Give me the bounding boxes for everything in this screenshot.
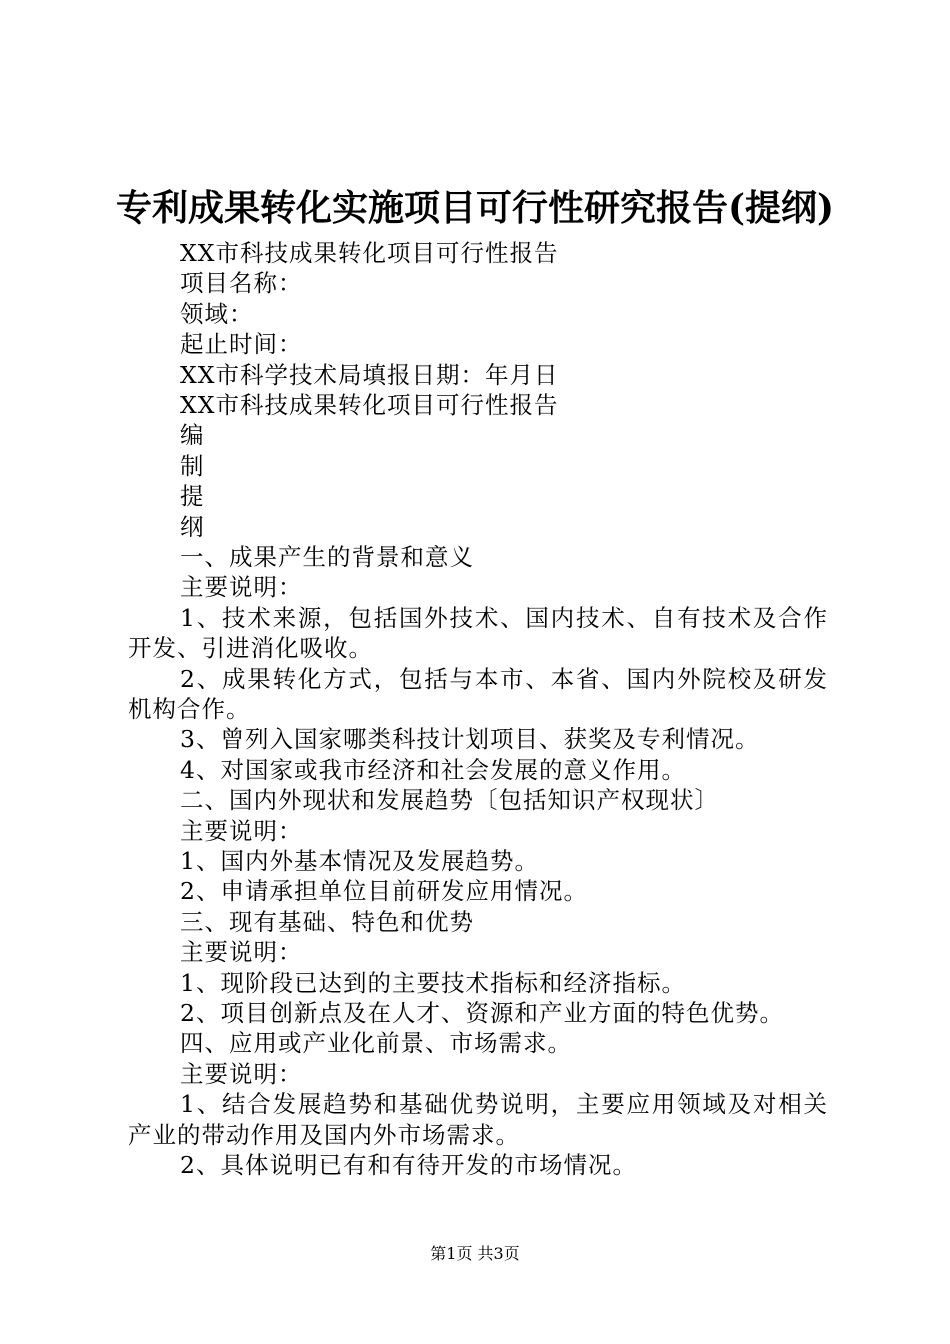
outline-char: 提 (180, 482, 205, 511)
project-name-label: 项目名称： (180, 269, 303, 298)
section-item: 2、具体说明已有和有待开发的市场情况。 (180, 1150, 637, 1179)
period-label: 起止时间： (180, 330, 303, 359)
outline-char: 纲 (180, 512, 205, 541)
section-heading: 二、国内外现状和发展趋势〔包括知识产权现状〕 (180, 786, 719, 815)
section-item: 1、结合发展趋势和基础优势说明，主要应用领域及对相关产业的带动作用及国内外市场需求。 (128, 1090, 828, 1149)
section-heading: 四、应用或产业化前景、市场需求。 (180, 1029, 572, 1058)
section-heading: 一、成果产生的背景和意义 (180, 542, 474, 571)
outline-char: 编 (180, 421, 205, 450)
field-label: 领域： (180, 299, 254, 328)
section-item: 1、技术来源，包括国外技术、国内技术、自有技术及合作开发、引进消化吸收。 (128, 603, 828, 663)
section-item: 2、成果转化方式，包括与本市、本省、国内外院校及研发机构合作。 (128, 664, 828, 723)
section-item: 2、项目创新点及在人才、资源和产业方面的特色优势。 (180, 998, 784, 1027)
document-title: 专利成果转化实施项目可行性研究报告(提纲) (115, 187, 835, 229)
outline-char: 制 (180, 451, 205, 480)
section-item: 1、国内外基本情况及发展趋势。 (180, 846, 539, 875)
section-item: 1、现阶段已达到的主要技术指标和经济指标。 (180, 968, 686, 997)
report-name-repeat: XX市科技成果转化项目可行性报告 (180, 390, 559, 419)
section-note: 主要说明： (180, 816, 303, 845)
section-note: 主要说明： (180, 1059, 303, 1088)
section-item: 4、对国家或我市经济和社会发展的意义作用。 (180, 755, 686, 784)
section-heading: 三、现有基础、特色和优势 (180, 907, 474, 936)
document-body (128, 238, 828, 1180)
section-item: 3、曾列入国家哪类科技计划项目、获奖及专利情况。 (180, 725, 760, 754)
page-footer: 第1页 共3页 (430, 1244, 520, 1263)
report-name: XX市科技成果转化项目可行性报告 (180, 239, 559, 267)
section-note: 主要说明： (180, 938, 303, 967)
section-note: 主要说明： (180, 573, 303, 602)
bureau-date-line: XX市科学技术局填报日期：年月日 (180, 360, 559, 389)
section-item: 2、申请承担单位目前研发应用情况。 (180, 877, 588, 906)
